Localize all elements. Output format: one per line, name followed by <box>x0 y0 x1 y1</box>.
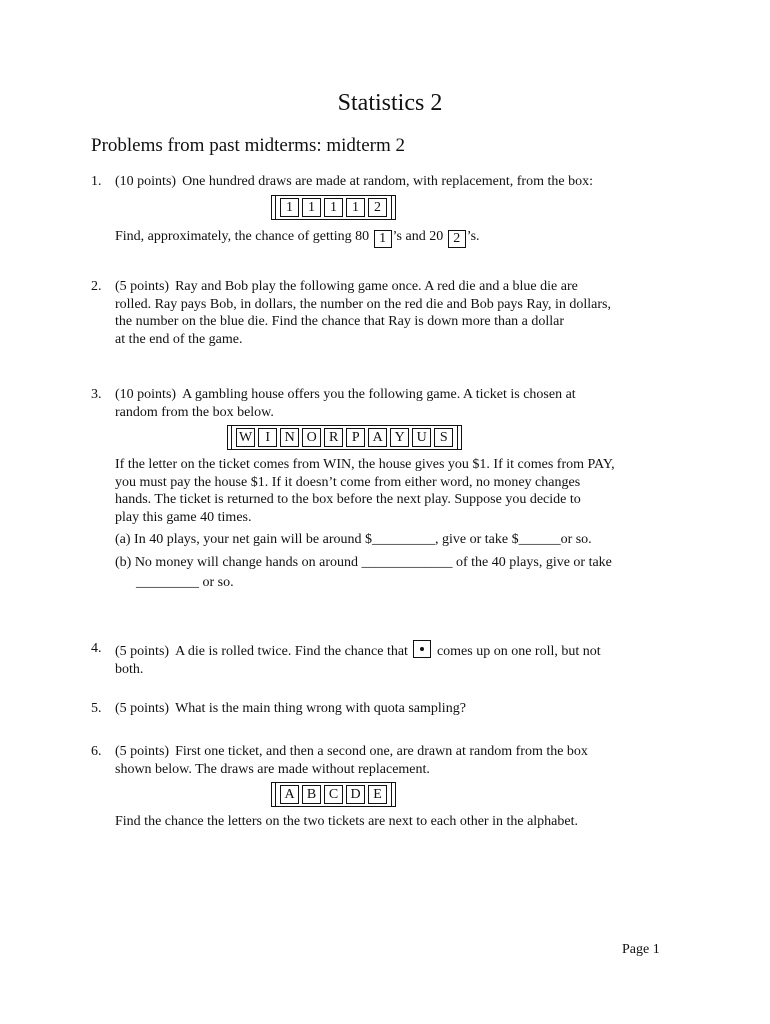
problem-text-line: at the end of the game. <box>115 331 243 347</box>
problem-text-line: shown below. The draws are made without replacement. <box>115 761 430 777</box>
problem-number: 6. <box>91 744 102 759</box>
page-number: Page 1 <box>622 942 660 957</box>
problem-6 <box>91 743 691 831</box>
problem-statement: (5 points) First one ticket, and then a second one, are drawn at random from the box <box>115 744 588 759</box>
ticket: 1 <box>280 198 299 217</box>
problem-part-a: (a) In 40 plays, your net gain will be around $_________, give or take $______or so. <box>115 532 592 547</box>
ticket-box <box>227 425 462 450</box>
problem-text-line: the number on the blue die. Find the chance that Ray is down more than a dollar <box>115 314 565 329</box>
problem-statement: (5 points) Ray and Bob play the following game once. A red die and a blue die are <box>115 279 578 294</box>
ticket: P <box>346 428 365 447</box>
problem-4 <box>91 640 691 678</box>
page-subtitle: Problems from past midterms: midterm 2 <box>91 135 405 156</box>
problem-number: 1. <box>91 174 102 189</box>
ticket: R <box>324 428 343 447</box>
ticket: 1 <box>324 198 343 217</box>
problem-text-line: hands. The ticket is returned to the box before the next play. Suppose you decide to <box>115 492 581 507</box>
problem-3 <box>91 386 691 592</box>
problem-question: Find the chance the letters on the two tickets are next to each other in the alphabet. <box>115 814 578 829</box>
problem-text-line: you must pay the house $1. If it doesn’t come from either word, no money changes <box>115 474 581 490</box>
problem-text-line: If the letter on the ticket comes from WIN, the house gives you $1. If it comes from PAY, <box>115 457 615 472</box>
problem-statement: (5 points) A die is rolled twice. Find the chance that comes up on one roll, but not <box>115 640 691 661</box>
ticket: C <box>324 785 343 804</box>
problem-part-b: (b) No money will change hands on around _____________ of the 40 plays, give or take <box>115 554 612 570</box>
ticket: S <box>434 428 453 447</box>
ticket: B <box>302 785 321 804</box>
ticket-box <box>271 195 396 220</box>
problem-5 <box>91 700 691 718</box>
ticket: N <box>280 428 299 447</box>
ticket: 1 <box>346 198 365 217</box>
problem-part-b-continued: _________ or so. <box>136 575 234 590</box>
ticket-box <box>271 782 396 807</box>
ticket: 1 <box>302 198 321 217</box>
ticket: E <box>368 785 387 804</box>
problem-number: 4. <box>91 641 102 656</box>
ticket: 2 <box>368 198 387 217</box>
problem-statement: (10 points) A gambling house offers you the following game. A ticket is chosen at <box>115 387 576 402</box>
die-face-one-icon <box>413 640 431 658</box>
problem-question: Find, approximately, the chance of getting 80 1 ’s and 20 2 ’s. <box>115 228 480 246</box>
page-title: Statistics 2 <box>337 90 443 116</box>
ticket: U <box>412 428 431 447</box>
ticket: W <box>236 428 255 447</box>
problem-statement: (10 points) One hundred draws are made at random, with replacement, from the box: <box>115 174 593 189</box>
ticket: I <box>258 428 277 447</box>
ticket: A <box>280 785 299 804</box>
problem-number: 2. <box>91 279 102 294</box>
ticket: Y <box>390 428 409 447</box>
inline-ticket: 1 <box>374 230 392 248</box>
problem-text-line: random from the box below. <box>115 404 274 420</box>
problem-number: 5. <box>91 701 102 716</box>
problem-text-line: rolled. Ray pays Bob, in dollars, the number on the red die and Bob pays Ray, in dollars, <box>115 296 612 312</box>
ticket: O <box>302 428 321 447</box>
problem-text-line: play this game 40 times. <box>115 509 252 525</box>
problem-number: 3. <box>91 387 102 402</box>
ticket: A <box>368 428 387 447</box>
problem-1 <box>91 173 691 248</box>
problem-statement: (5 points) What is the main thing wrong with quota sampling? <box>115 701 466 716</box>
problem-2 <box>91 278 691 348</box>
ticket: D <box>346 785 365 804</box>
inline-ticket: 2 <box>448 230 466 248</box>
problem-text-line: both. <box>115 661 144 677</box>
